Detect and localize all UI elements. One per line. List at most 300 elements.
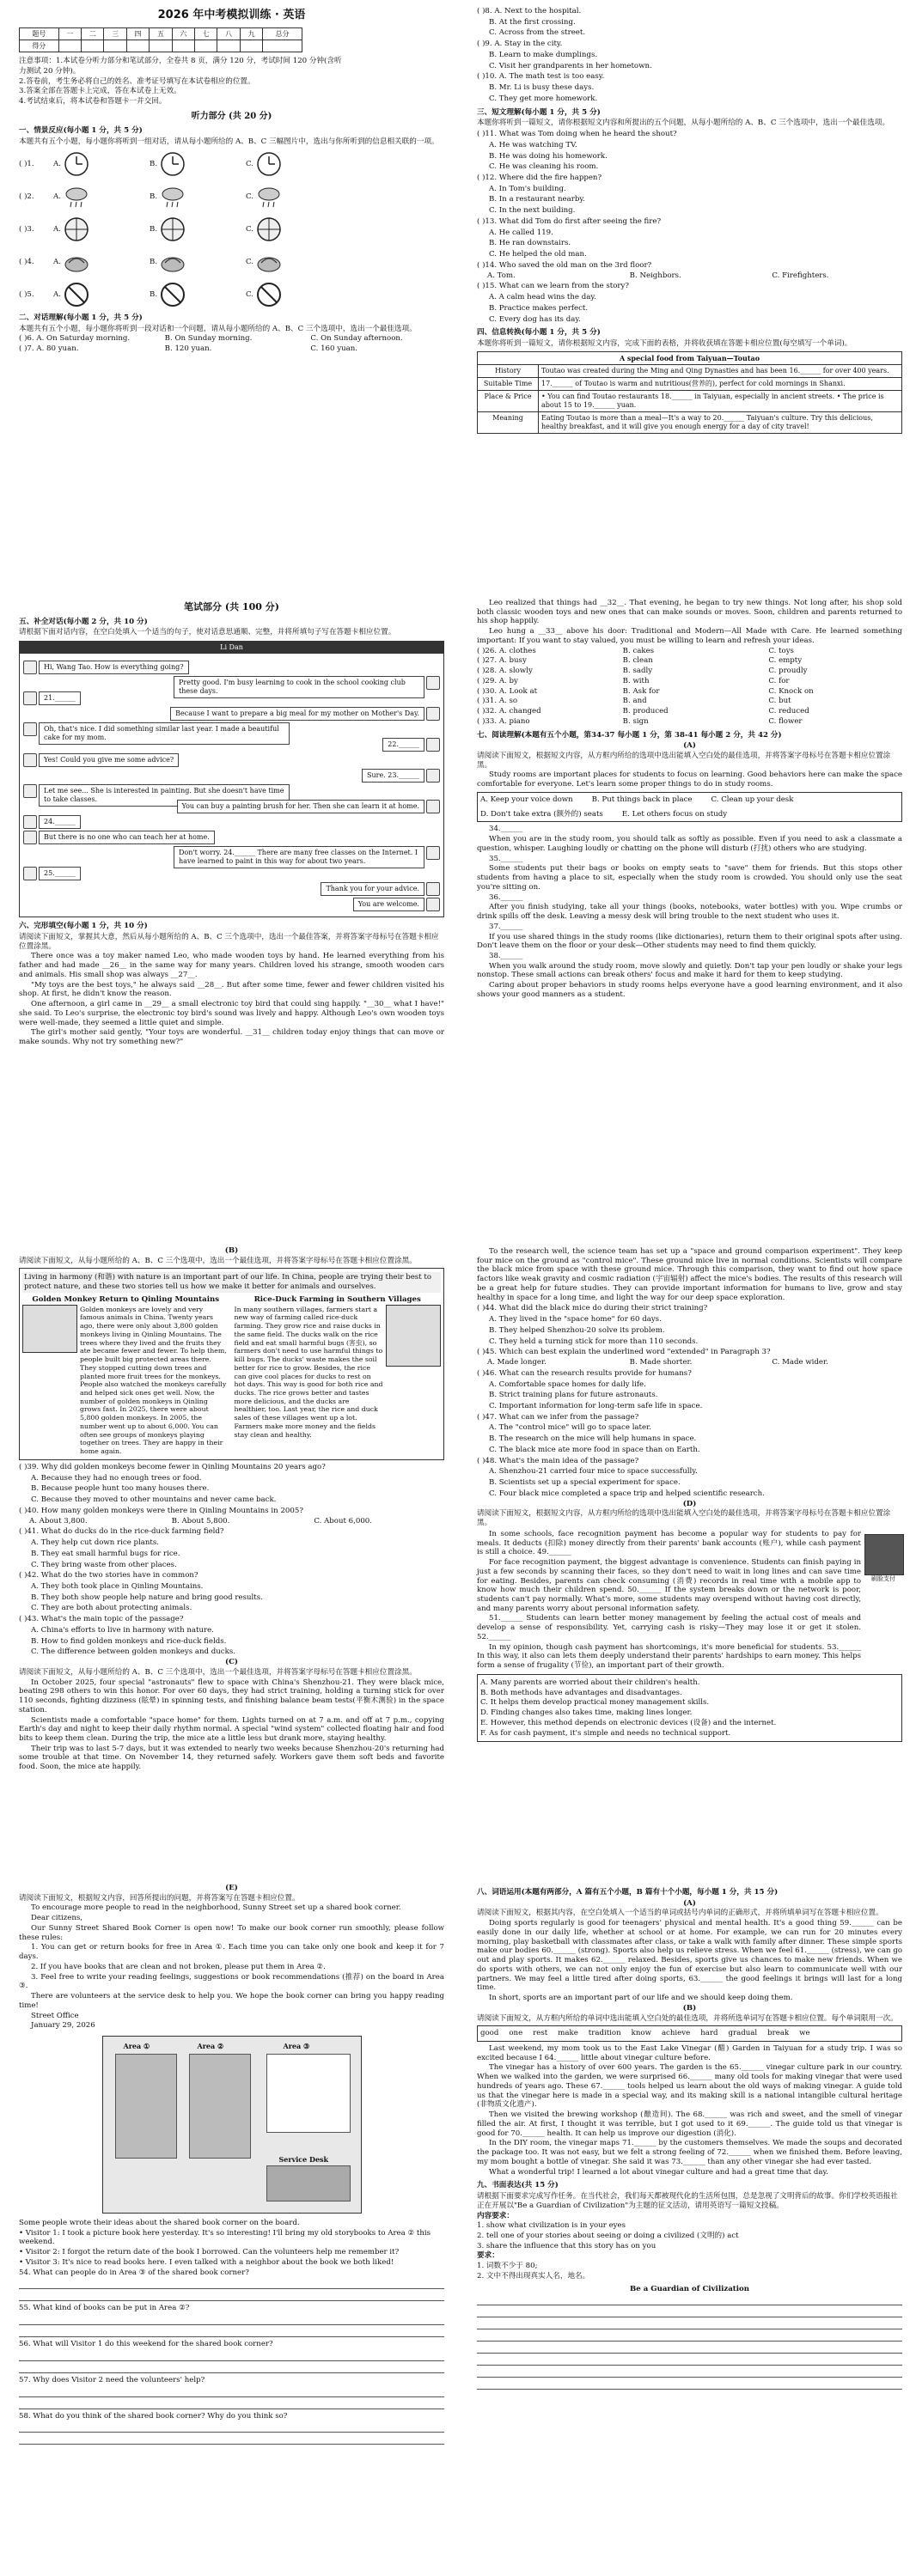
bookshelf-2 (189, 2054, 251, 2159)
avatar-li-dan (23, 831, 37, 844)
requirement-line: 2. tell one of your stories about seeing or doing a civilized (文明的) act (477, 2231, 739, 2240)
passage-paragraph: One afternoon, a girl came in __29__ a small electronic toy bird that could sing happily. "__30__ what I have!" she said. To Leo's surprise, the electronic toy bird's sound was lively and happy. Although Leo's own wooden toys were well-made, they seemed a little quiet and simple. (19, 1000, 444, 1027)
option: A. Made longer. (487, 1358, 547, 1367)
word-option: hard (700, 2029, 718, 2038)
answer-line (19, 2435, 444, 2445)
article-intro: Living in harmony (和谐) with nature is an important part of our life. In China, people are trying their best to protect nature, and these two stories tell us how we make it better for animals and ourselves. (22, 1272, 441, 1292)
box-option: B. Put things back in place (591, 795, 693, 804)
answer-line (19, 2328, 444, 2337)
box-option: B. Both methods have advantages and disadvantages. (480, 1688, 682, 1697)
option-letter: A. (53, 289, 61, 299)
passage-paragraph: Their trip was to last 5-7 days, but it was extended to nearly two weeks because Shenzhou-20's returning had some trouble at that time. On November 14, they returned safely. Workers gave them soft beds and favorite food. Soon, the mice ate happily. (19, 1744, 444, 1772)
picture-question-row (19, 280, 444, 309)
cloze-option-row (477, 667, 902, 676)
section-1-title: 一、情景反应(每小题 1 分，共 5 分) (19, 126, 143, 136)
p8-part-b-label: (B) (682, 2003, 697, 2013)
question-line: B. Learn to make dumplings. (489, 50, 598, 59)
illustration-label: Area ① (123, 2042, 150, 2051)
question-line: C. They held a turning stick for more than 110 seconds. (489, 1337, 699, 1346)
passage-paragraph: The vinegar has a history of over 600 years. The garden is the 65.______ vinegar culture park in our country. When we walked into the garden, we were surprised 66.______ many old tools for making vinegar that were used hundreds of years ago. These 67.______ tools helped us learn about the old ways of making vinegar. A guide told us that the vinegar here is made in a special way, and its making skill is a national intangible cultural heritage (非物质文化遗产). (477, 2063, 902, 2110)
listening-title: 听力部分 (共 20 分) (191, 111, 272, 121)
col2-text: In many southern villages, farmers start a new way of farming called rice-duck farming. They grow rice and raise ducks in the same field. The ducks walk on the rice field and eat small harmful bugs (害虫), so farmers don't need to use harmful things to kill bugs. The ducks' waste makes the soil better for rice to grow. Besides, the rice can give cool places for ducks to rest on hot days. This way is good for both rice and ducks. The rice grows better and tastes more delicious, and the ducks are healthier, too. Last year, the rice and duck sales of these villages went up a lot. Farmers make more money and the fields stay clean and healthy. (234, 1305, 383, 1439)
avatar-wang-tao (426, 676, 440, 690)
part-b-questions (19, 1463, 444, 1657)
q6-options: ( )6. A. On Saturday morning. B. On Sunday morning. C. On Sunday afternoon. (19, 334, 403, 344)
passage-paragraph: Leo realized that things had __32__. That evening, he began to try new things. Not long after, his shop sold both classic wooden toys and new ones that can make sounds or moves. Soon, children and parents returned to his shop happily. (477, 599, 902, 626)
cloze-option: B. with (622, 676, 650, 685)
avatar-li-dan (23, 691, 37, 705)
picture-option (150, 151, 246, 177)
no-parking-icon (256, 282, 282, 308)
score-header-cell: 一 (58, 28, 81, 40)
notice-paragraph: January 29, 2026 (31, 2021, 95, 2031)
word-option: gradual (728, 2029, 758, 2038)
part-a-instructions: 请阅读下面短文，根据短文内容，从方框内所给的选项中选出能填入空白处的最佳选项，并将答案字母标号在答题卡相应位置涂黑。 (477, 752, 891, 770)
rain-cloud-icon (64, 184, 89, 210)
question-line: B. Strict training plans for future astronauts. (489, 1391, 658, 1400)
toutao-table (477, 351, 902, 434)
chat-bubble: Yes! Could you give me some advice? (39, 753, 179, 767)
question-line: B. How to find golden monkeys and rice-duck fields. (31, 1636, 227, 1646)
col2-title: Rice-Duck Farming in Southern Villages (253, 1294, 421, 1304)
option: C. Firefighters. (772, 271, 829, 280)
notice-paragraph: 3. Feel free to write your reading feelings, suggestions or book recommendations (推荐) on the board in Area ③. (19, 1972, 444, 1991)
golden-monkey-photo (22, 1305, 77, 1353)
section-4-title: 四、信息转换(每小题 1 分，共 5 分) (477, 328, 601, 338)
essay-title: Be a Guardian of Civilization (629, 2284, 750, 2293)
table-row (478, 411, 902, 433)
question-line: A. They help cut down rice plants. (31, 1538, 160, 1548)
p8-part-a-instructions: 请阅读下面短文，根据其内容，在空白处填入一个适当的单词或括号内单词的正确形式，并将所填单词写在答题卡相应位置。 (477, 1909, 883, 1918)
picture-question-row (19, 247, 444, 277)
avatar-li-dan (23, 867, 37, 880)
cloze-option: ( )33. A. piano (477, 716, 530, 726)
picture-option (246, 151, 342, 177)
picture-option (150, 282, 246, 308)
section-3-title: 三、短文理解(每小题 1 分，共 5 分) (477, 107, 601, 117)
question-line: ( )48. What's the main idea of the passage? (477, 1456, 639, 1465)
photo-caption: 刷脸支付 (871, 1574, 895, 1582)
option-letter: A. (53, 224, 61, 234)
cloze-options (477, 647, 902, 727)
question-line: Some people wrote their ideas about the shared book corner on the board. (19, 2219, 300, 2228)
note-line: 力测试 20 分钟)。 (19, 66, 81, 76)
notice-paragraph: There are volunteers at the service desk to help you. We hope the book corner can bring you happy reading time! (19, 1992, 444, 2010)
cloze-option: C. toys (768, 646, 794, 655)
box-option: A. Many parents are worried about their children's health. (480, 1678, 700, 1687)
avatar-li-dan (23, 815, 37, 829)
table-value-cell: Toutao was created during the Ming and Qing Dynasties and has been 16.______ for over 400 years. (539, 364, 902, 377)
word-option: we (799, 2029, 810, 2038)
question-line: B. They helped Shenzhou-20 solve its problem. (489, 1325, 665, 1335)
clock-icon (160, 151, 186, 177)
question-line: B. Because people hunt too many houses there. (31, 1484, 210, 1494)
chat-bubble: 22.______ (382, 738, 424, 752)
passage-paragraph: Scientists made a comfortable "space home" for them. Lights turned on at 7 a.m. and off at 7 p.m., copying Earth's day and night to keep their daily rhythm normal. A special "wind system" collected floating hair and food bits to keep them clean. During the trip, the mice ate a little less but drank more, staying healthy. (19, 1715, 444, 1743)
answer-line (19, 2364, 444, 2373)
table-value-cell: 17.______ of Toutao is warm and nutritious(营养的), perfect for cold mornings in Shanxi. (539, 377, 902, 390)
table-key-cell: History (478, 364, 539, 377)
part-c-passage-end (477, 1247, 902, 1302)
essay-line (477, 2344, 902, 2354)
page-3 (0, 593, 458, 1241)
score-header-cell: 八 (217, 28, 240, 40)
score-cell (217, 40, 240, 52)
option-letter: C. (246, 159, 254, 168)
score-cell (104, 40, 126, 52)
chat-bubble: But there is no one who can teach her at home. (39, 831, 215, 844)
notice-text (19, 1903, 444, 2031)
question-line: • Visitor 3: It's nice to read books here. I even talked with a neighbor about the book we both liked! (19, 2257, 394, 2267)
score-cell (195, 40, 217, 52)
score-cell (58, 40, 81, 52)
page-1 (0, 0, 458, 593)
part-d-label: (D) (682, 1499, 697, 1508)
section-5-title: 五、补全对话(每小题 2 分，共 10 分) (19, 617, 148, 626)
avatar-li-dan (23, 722, 37, 736)
book-corner-illustration (102, 2036, 362, 2214)
question-line: A. China's efforts to live in harmony with nature. (31, 1625, 214, 1635)
question-line: A. Because they had no enough trees or food. (31, 1473, 202, 1483)
question-line: ( )14. Who saved the old man on the 3rd floor? (477, 260, 652, 270)
answer-line (19, 2316, 444, 2325)
chat-bubble: You can buy a painting brush for her. Then she can learn it at home. (177, 800, 425, 813)
part-c-instructions: 请阅读下面短文，从每小题所给的 A、B、C 三个选项中，选出一个最佳选项，并将答案字母标号在答题卡相应位置涂黑。 (19, 1667, 417, 1677)
question-line: A. Shenzhou-21 carried four mice to space successfully. (489, 1467, 698, 1477)
cloze-option-row (477, 717, 902, 727)
avatar-wang-tao (426, 898, 440, 911)
clock-icon (64, 151, 89, 177)
notice-paragraph: To encourage more people to read in the neighborhood, Sunny Street set up a shared book corner. (31, 1903, 401, 1913)
exam-title: 2026 年中考模拟训练 · 英语 (157, 9, 306, 21)
option: B. Made shorter. (629, 1358, 693, 1367)
picture-option (53, 282, 150, 308)
page-5 (0, 1241, 458, 1877)
avatar-li-dan (23, 784, 37, 798)
p8-part-b-instructions: 请阅读下面短文，从方框内所给的单词中选出能填入空白处的最佳选项，并将所选单词写在答题卡相应位置。每个单词限用一次。 (477, 2013, 898, 2023)
score-cell (172, 40, 194, 52)
picture-question-row (19, 149, 444, 179)
note-line: 4.考试结束后，将本试卷和答题卡一并交回。 (19, 97, 167, 107)
q14-options (487, 271, 902, 281)
question-line: A. The "control mice" will go to space later. (489, 1423, 651, 1433)
sports-passage: Doing sports regularly is good for teenagers' physical and mental health. It's a good thing 59.______ can be easily done in our daily life, whether at school or at home. For example, we can run for 20 minutes every morning, play basketball with classmates after class, or take a walk with family after dinner. These simple sports make our bodies 60.______ (strong). Sports also help us relieve stress. When we feel 61.______ (stress), we can go out and play sports. It makes 62.______ relaxed. Besides, sports give us chances to make new friends. When we do sports with others, we can not only enjoy the fun of exercise but also learn to communicate well with our partners. We may feel a little tired after doing sports, 63.______ the good feelings it brings will last for a long time. (477, 1919, 902, 1993)
option: B. Neighbors. (629, 271, 681, 280)
avatar-wang-tao (426, 707, 440, 721)
option-letter: C. (246, 224, 254, 234)
part-c-passage (19, 1678, 444, 1772)
message-board (266, 2054, 351, 2133)
score-header-cell: 四 (126, 28, 149, 40)
question-line: C. Important information for long-term safe life in space. (489, 1402, 703, 1411)
writing-requirements (477, 2262, 902, 2281)
question-line: ( )15. What can we learn from the story? (477, 282, 629, 291)
box-option: D. Don't take extra (额外的) seats (480, 809, 603, 819)
score-header-cell: 九 (240, 28, 262, 40)
question-line: ( )13. What did Tom do first after seeing the fire? (477, 216, 662, 226)
question-number: ( )4. (19, 257, 34, 266)
requirement-line: 3. share the influence that this story has on you (477, 2241, 656, 2250)
note-line: 2.答卷前，考生务必将自己的姓名、准考证号填写在本试卷相应的位置。 (19, 76, 255, 86)
essay-line (477, 2356, 902, 2366)
question-line: ( )44. What did the black mice do during their strict training? (477, 1304, 708, 1313)
question-line: ( )46. What can the research results provide for humans? (477, 1368, 692, 1378)
question-line: ( )40. How many golden monkeys were there in Qinling Mountains in 2005? (19, 1506, 303, 1515)
toutao-table-title: A special food from Taiyuan—Toutao (478, 351, 902, 364)
word-option: good (480, 2029, 499, 2038)
essay-lines (477, 2296, 902, 2390)
box-option: C. It helps them develop practical money management skills. (480, 1698, 710, 1708)
passage-paragraph: 34.______ (489, 825, 523, 834)
section-9-instructions: 请根据下面要求完成写作任务。在当代社会，我们每天都被现代化的生活所包围，总是忽视了文明背后的故事。你们学校英语报社正在开展以"Be a Guardian of Civilization"为主题的征文活动，请用英语写一篇短文投稿。 (477, 2192, 898, 2210)
question-line: B. In a restaurant nearby. (489, 195, 585, 204)
avatar-wang-tao (426, 800, 440, 813)
option-letter: B. (150, 159, 158, 168)
face-payment-photo (864, 1534, 904, 1575)
section-3-questions (477, 130, 902, 324)
passage-paragraph: After you finish studying, take all your things (books, notebooks, water bottles) with you. Wipe crumbs or drink spills off the desk. Leaving a messy desk will bring trouble to the next student who uses it. (477, 903, 902, 922)
content-req-title: 内容要求： (477, 2211, 514, 2220)
option: A. About 3,800. (29, 1516, 88, 1526)
score-header-cell: 五 (150, 28, 172, 40)
part-c-questions (477, 1304, 902, 1498)
score-cell (126, 40, 149, 52)
passage-paragraph: There once was a toy maker named Leo, who made wooden toys by hand. He learned everything from his father and had made __26__ in the same way for many years. Children loved his strange, smooth wooden cars and animals. His small shop was always __27__. (19, 952, 444, 979)
answer-line (19, 2352, 444, 2361)
sun-cloud-icon (256, 184, 282, 210)
question-line: ( )45. Which can best explain the underlined word "extended" in Paragraph 3? (477, 1348, 771, 1357)
avatar-li-dan (23, 753, 37, 767)
answer-line (19, 2388, 444, 2397)
no-smoking-icon (64, 282, 89, 308)
section-6-instructions: 请阅读下面短文，掌握其大意，然后从每小题所给的 A、B、C 三个选项中，选出一个最佳答案，并将答案字母标号在答题卡相应位置涂黑。 (19, 932, 439, 951)
dumplings-icon (160, 249, 186, 275)
cloze-option: B. cakes (622, 646, 655, 655)
option-letter: B. (150, 289, 158, 299)
col1-text: Golden monkeys are lovely and very famous animals in China. Twenty years ago, there were only about 3,800 golden monkeys living in Qinling Mountains. The trees where they lived and the fruits they ate became fewer and fewer. To help them, people built big protected areas there. They stopped cutting down trees and planted more fruit trees for the monkeys. People also watched the monkeys carefully and helped sick ones get well. Now, the number of golden monkeys in Qinling grows fast. In 2025, there were about 5,800 golden monkeys. In 2005, the number went up to about 6,000. You can often see groups of monkeys playing together on trees. They are happy in their home again. (80, 1305, 227, 1456)
q8-10-options (477, 7, 902, 104)
essay-line (477, 2320, 902, 2329)
picture-option (53, 184, 150, 210)
note-line: 3.答案全部在答题卡上完成，答在本试卷上无效。 (19, 87, 181, 96)
box-option: E. Let others focus on study (621, 809, 728, 819)
bread-icon (256, 249, 282, 275)
section-6-title: 六、完形填空(每小题 1 分，共 10 分) (19, 922, 148, 931)
word-option: tradition (588, 2029, 621, 2038)
passage-paragraph: Then we visited the brewing workshop (酿造间). The 68.______ was rich and sweet, and the smell of vinegar filled the air. At first, I thought it was terrible, but I got used to it 69.______. The guide told us that vinegar is good for 70.______ health. It can help us improve our digestion (消化). (477, 2110, 902, 2138)
question-line: C. They are both about protecting animals. (31, 1604, 192, 1613)
answer-line (19, 2280, 444, 2289)
question-line: ( )8. A. Next to the hospital. (477, 7, 582, 15)
section-8-title: 八、词语运用(本题有两部分，A 篇有五个小题，B 篇有十个小题，每小题 1 分，共 15 分) (477, 1888, 779, 1897)
picture-option (246, 282, 342, 308)
cloze-passage (19, 952, 444, 1046)
question-line: B. The research on the mice will help humans in space. (489, 1434, 697, 1444)
question-line: 58. What do you think of the shared book corner? Why do you think so? (19, 2411, 288, 2421)
cloze-option: C. proudly (768, 667, 808, 676)
table-row (478, 364, 902, 377)
table-row (478, 390, 902, 411)
option: C. Made wider. (772, 1358, 828, 1367)
cloze-option: ( )26. A. clothes (477, 646, 536, 655)
question-line: 54. What can people do in Area ③ of the shared book corner? (19, 2268, 249, 2277)
question-line: ( )42. What do the two stories have in common? (19, 1571, 198, 1580)
question-line: ( )12. Where did the fire happen? (477, 174, 602, 183)
essay-line (477, 2368, 902, 2378)
page-2 (458, 0, 916, 593)
box-option: E. However, this method depends on electronic devices (设备) and the internet. (480, 1718, 777, 1727)
cloze-option: B. sadly (622, 667, 653, 676)
option: A. Tom. (487, 271, 516, 280)
question-number: ( )1. (19, 159, 34, 168)
requirement-line: 1. 词数不少于 80; (477, 2262, 538, 2271)
part-a-intro: Study rooms are important places for students to focus on learning. Good behaviors here can make the space comfortable for everyone. Let's learn some proper things to do in study rooms. (477, 770, 902, 789)
question-line: C. He helped the old man. (489, 250, 587, 259)
part-e-label: (E) (225, 1884, 238, 1892)
cloze-option: B. Ask for (622, 686, 660, 696)
basketball-icon (64, 216, 89, 242)
requirement-line: 2. 文中不得出现真实人名，地名。 (477, 2271, 590, 2281)
q45-options (487, 1358, 902, 1367)
cloze-option: ( )31. A. so (477, 697, 518, 706)
illustration-label: Area ③ (283, 2042, 310, 2051)
col1-title: Golden Monkey Return to Qinling Mountains (32, 1294, 220, 1304)
passage-paragraph: If you use shared things in the study rooms (like dictionaries), return them to their original spots after using. Don't leave them on the floor or your desk—Other students may need to find them quickly. (477, 932, 902, 951)
cloze-option-row (477, 697, 902, 706)
passage-paragraph: Leo hung a __33__ above his door: Traditional and Modern—All Made with Care. He learned something important: If you want to stay valued, you must be willing to learn and refresh your ideas. (477, 627, 902, 645)
picture-option (246, 184, 342, 210)
question-line: C. Four black mice completed a space trip and helped scientific research. (489, 1489, 765, 1498)
score-cell (263, 40, 302, 52)
question-line: C. Across from the street. (489, 28, 586, 38)
option: B. About 5,800. (171, 1516, 230, 1526)
part-a-label: (A) (683, 741, 696, 751)
passage-paragraph: For face recognition payment, the biggest advantage is convenience. Students can finish paying in just a few seconds by scanning their faces, so they don't need to wait in long lines and can save time for eating. Besides, parents can check consuming (消费) records in real time with a mobile app to know how much their children spend. 50.______ If the system breaks down or the network is poor, students can't pay normally. What's more, some students may overspend without having cost directly, and many parents worry about personal information safety. (477, 1558, 861, 1613)
answer-line (19, 2400, 444, 2409)
passage-paragraph: "My toys are the best toys," he always said __28__. But after some time, fewer and fewer children visited his shop. At first, he didn't know the reason. (19, 980, 444, 999)
box-option: F. As for cash payment, it's simple and needs no technical support. (480, 1728, 731, 1738)
chat-bubble: Thank you for your advice. (321, 882, 424, 896)
question-line: 57. Why does Visitor 2 need the volunteers' help? (19, 2375, 205, 2384)
box-option: A. Keep your voice down (480, 795, 573, 804)
notice-paragraph: Our Sunny Street Shared Book Corner is open now! To make our book corner run smoothly, please follow these rules: (19, 1923, 444, 1942)
question-line: C. He was cleaning his room. (489, 162, 599, 172)
picture-option (53, 216, 150, 242)
score-header-cell: 二 (82, 28, 104, 40)
cloze-option-row (477, 707, 902, 716)
chat-bubble: You are welcome. (353, 898, 424, 911)
picture-question-row (19, 215, 444, 244)
nature-article (19, 1268, 444, 1459)
p8-part-a-label: (A) (683, 1898, 696, 1908)
cloze-option: B. sign (622, 716, 649, 726)
question-line: 56. What will Visitor 1 do this weekend for the shared book corner? (19, 2340, 273, 2349)
option-letter: A. (53, 257, 61, 266)
part-d-instructions: 请阅读下面短文，根据短文内容，从方框内所给的选项中选出能填入空白处的最佳选项，并将答案字母标号在答题卡相应位置涂黑。 (477, 1509, 891, 1528)
passage-paragraph: In some schools, face recognition payment has become a popular way for students to pay for meals. It deducts (扣除) money directly from their parents' bank accounts (账户), while cash payment is still a choice. 49.______ (477, 1529, 861, 1557)
score-header-cell: 六 (172, 28, 194, 40)
word-option: one (509, 2029, 523, 2038)
picture-option (150, 216, 246, 242)
passage-paragraph: To the research well, the science team has set up a "space and ground comparison experiment". They keep four mice on the ground as "control mice". These ground mice live in normal conditions. Scientists will compare the black mice from space with these ground mice. Through this comparison, they want to find out how space factors like weak gravity and cosmic radiation (宇宙辐射) affect the mice's bodies. The results of this research will be a great help for future studies. They can provide important information for humans to live, grow and stay healthy in space for a long time, and light the way for our deep space exploration. (477, 1247, 902, 1302)
no-photo-icon (160, 282, 186, 308)
section-3-instructions: 本题你将听到一篇短文，请你根据短文内容和所提出的五个问题，从每小题所给的 A、B、C 三个选项中，选出一个最佳选项。 (477, 119, 890, 128)
passage-paragraph: Caring about proper behaviors in study rooms helps everyone have a good learning environment, and it also shows your good manners as a student. (477, 981, 902, 999)
question-line: B. At the first crossing. (489, 17, 576, 27)
question-line: C. Visit her grandparents in her hometown. (489, 61, 652, 70)
question-line: ( )47. What can we infer from the passage? (477, 1412, 639, 1422)
cloze-option: C. empty (768, 656, 803, 666)
chat-bubble: 21.______ (39, 691, 81, 705)
question-line: A. He called 119. (489, 228, 553, 237)
sports-passage-end: In short, sports are an important part of our life and we should keep doing them. (489, 1994, 793, 2003)
cloze-option: ( )28. A. slowly (477, 667, 533, 676)
cloze-option: ( )29. A. by (477, 676, 518, 685)
question-line: A. A calm head wins the day. (489, 293, 596, 302)
avatar-wang-tao (426, 882, 440, 896)
score-table (19, 27, 302, 52)
chat-bubble: Hi, Wang Tao. How is everything going? (39, 661, 189, 674)
question-line: C. Because they moved to other mountains and never came back. (31, 1495, 277, 1505)
option-box-d (477, 1674, 902, 1742)
question-number: ( )3. (19, 224, 34, 234)
option-letter: C. (246, 257, 254, 266)
cloze-option: B. clean (622, 656, 653, 666)
word-option: achieve (661, 2029, 691, 2038)
question-number: ( )5. (19, 289, 34, 299)
question-line: C. Every dog has its day. (489, 314, 581, 324)
question-line: ( )43. What's the main topic of the passage? (19, 1615, 184, 1624)
page-8 (458, 1877, 916, 2576)
question-line: A. They lived in the "space home" for 60 days. (489, 1315, 662, 1325)
picture-option (150, 184, 246, 210)
question-line: ( )10. A. The math test is too easy. (477, 72, 605, 82)
score-cell (150, 40, 172, 52)
essay-line (477, 2308, 902, 2317)
question-line: C. In the next building. (489, 206, 576, 216)
option: C. About 6,000. (314, 1516, 373, 1526)
illustration-label: Area ② (197, 2042, 224, 2051)
chat-bubble: 24.______ (39, 815, 81, 829)
cloze-option-row (477, 647, 902, 656)
cloze-passage-end (477, 599, 902, 646)
answer-line (19, 2423, 444, 2433)
table-row (478, 377, 902, 390)
cloze-option: ( )27. A. busy (477, 656, 527, 666)
question-line: C. The difference between golden monkeys and ducks. (31, 1647, 235, 1657)
notice-paragraph: 2. If you have books that are clean and not broken, please put them in Area ②. (31, 1962, 326, 1971)
service-desk (266, 2165, 351, 2201)
chat-bubble: Because I want to prepare a big meal for my mother on Mother's Day. (170, 707, 424, 721)
table-key-cell: Meaning (478, 411, 539, 433)
section-9-title: 九、书面表达(共 15 分) (477, 2181, 559, 2190)
avatar-wang-tao (426, 738, 440, 752)
part-b-label: (B) (224, 1246, 239, 1255)
picture-option (246, 249, 342, 275)
section-4-instructions: 本题你将听到一篇短文，请你根据短文内容，完成下面的表格，并将收获填在答题卡相应位置(每空填写一个单词)。 (477, 339, 852, 349)
avatar-wang-tao (426, 846, 440, 860)
q7-options: ( )7. A. 80 yuan. B. 120 yuan. C. 160 yuan. (19, 344, 357, 354)
question-line: C. The black mice ate more food in space than on Earth. (489, 1445, 700, 1454)
cloze-option-row (477, 687, 902, 697)
question-line: • Visitor 1: I took a picture book here yesterday. It's so interesting! I'll bring my old storybooks to Area ② this weekend. (19, 2228, 431, 2247)
avatar-wang-tao (426, 769, 440, 783)
section-7-title: 七、阅读理解(本题有五个小题，第34-37 每小题 1 分，第 38-41 每小题 2 分，共 42 分) (477, 730, 782, 740)
question-line: B. Scientists set up a special experiment for space. (489, 1478, 681, 1488)
word-box-b (477, 2025, 902, 2042)
question-line: ( )9. A. Stay in the city. (477, 40, 563, 49)
page-7 (0, 1877, 458, 2576)
